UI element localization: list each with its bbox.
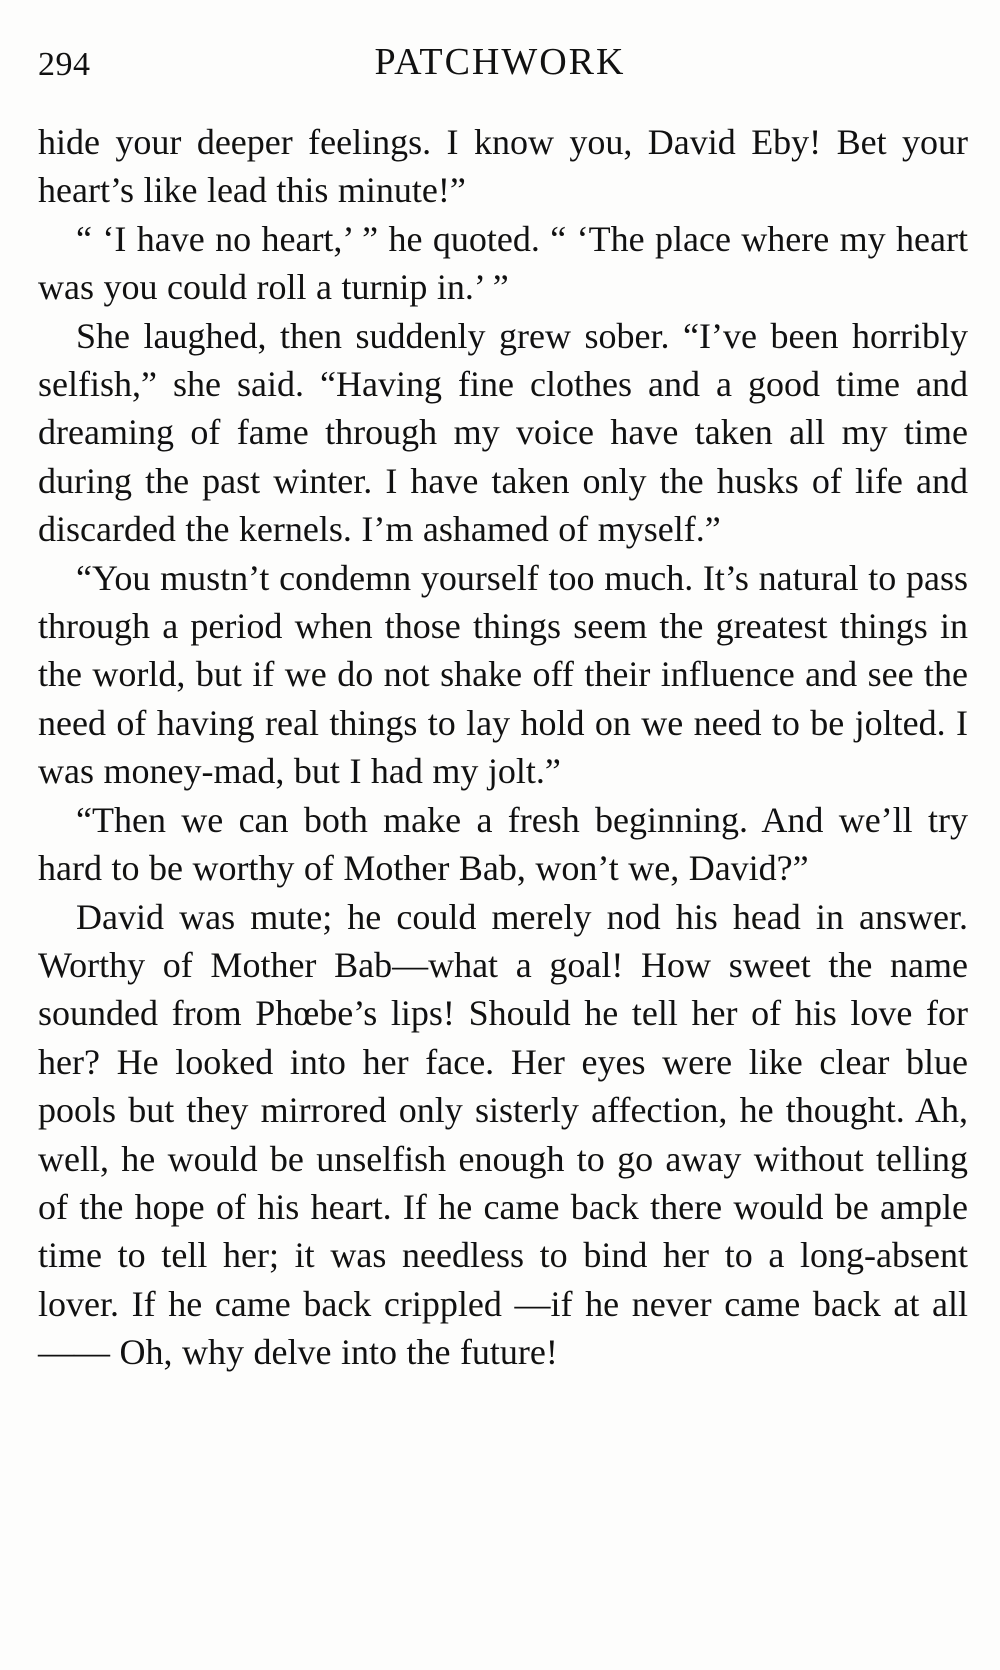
book-title: PATCHWORK xyxy=(374,41,626,83)
page-number: 294 xyxy=(38,46,91,83)
running-head xyxy=(38,40,962,90)
body-text xyxy=(38,118,968,1377)
paragraph: She laughed, then suddenly grew sober. “I’ve been horribly selfish,” she said. “Having fine clothes and a good time and dreaming of fame through my voice have taken all my time during the past winter. I have taken only the husks of life and discarded the kernels. I’m ashamed of myself.” xyxy=(38,315,968,550)
paragraph-continued: hide your deeper feelings. I know you, David Eby! Bet your heart’s like lead this minute!” xyxy=(38,122,968,211)
paragraph: “You mustn’t condemn yourself too much. It’s natural to pass through a period when those things seem the greatest things in the world, but if we do not shake off their influence and see the need of having real things to lay hold on we need to be jolted. I was money-mad, but I had my jolt.” xyxy=(38,557,968,792)
paragraph: David was mute; he could merely nod his head in answer. Worthy of Mother Bab—what a goal! How sweet the name sounded from Phœbe’s lips! Should he tell her of his love for her? He looked into her face. Her eyes were like clear blue pools but they mirrored only sisterly affection, he thought. Ah, well, he would be unselfish enough to go away without telling of the hope of his heart. If he came back there would be ample time to tell her; it was needless to bind her to a long-absent lover. If he came back crippled —if he never came back at all—— Oh, why delve into the future! xyxy=(38,896,968,1373)
paragraph: “Then we can both make a fresh beginning. And we’ll try hard to be worthy of Mother Bab, won’t we, David?” xyxy=(38,799,968,889)
paragraph: “ ‘I have no heart,’ ” he quoted. “ ‘The place where my heart was you could roll a turnip in.’ ” xyxy=(38,218,968,308)
